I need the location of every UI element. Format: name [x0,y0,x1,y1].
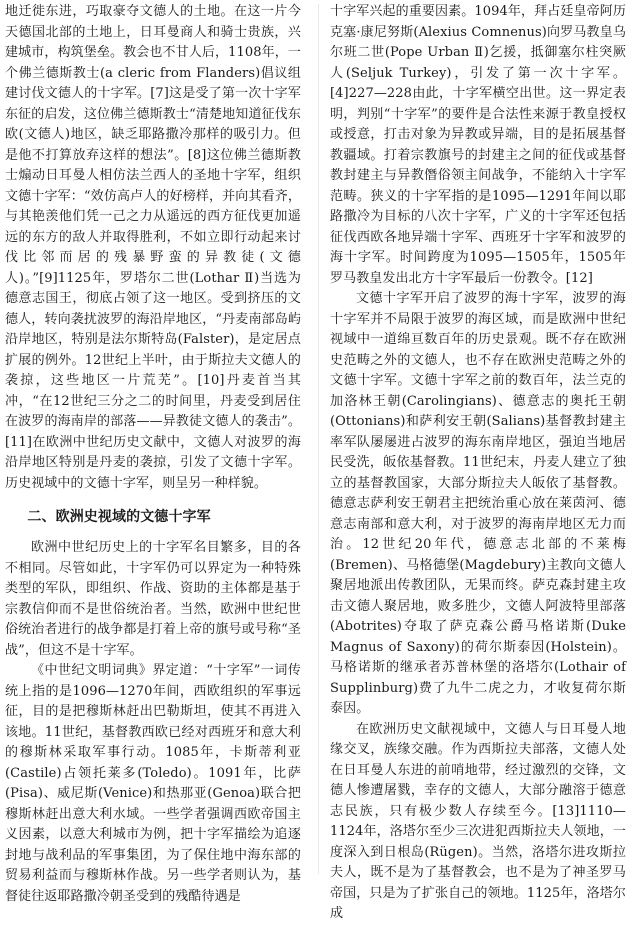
left-column [5,2,301,907]
left-paragraph-2: 欧洲中世纪历史上的十字军名目繁多，目的各不相同。尽管如此，十字军仍可以界定为一种特殊类型的军队，即组织、作战、资助的主体都是基于宗教信仰而不是世俗统治者。当然，欧洲中世纪世俗统治者进行的战争都是打着上帝的旗号或号称“圣战”，但这不是十字军。 [5,540,301,658]
right-paragraph-1: 十字军兴起的重要因素。1094年，拜占廷皇帝阿历克塞·康尼努斯(Alexius Comnenus)向罗马教皇乌尔班二世(Pope Urban Ⅱ)乞援，抵御塞尔柱突厥人(Seljuk Turkey)，引发了第一次十字军。[4]227—228由此，十字军横空出世。这一界定表明，判别“十字军”的要件是合法性来源于教皇授权或授意，打击对象为异教或异端，目的是拓展基督教疆域。打着宗教旗号的封建主之间的征伐或基督教封建主与异教僭俗领主间战争，不能纳入十字军范畴。狭义的十字军指的是1095—1291年间以耶路撒冷为目标的八次十字军，广义的十字军还包括征伐西欧各地异端十字军、西班牙十字军和波罗的海十字军。时间跨度为1095—1505年，1505年罗马教皇发出北方十字军最后一份教令。[12] [330,4,626,286]
left-paragraph-3: 《中世纪文明词典》界定道：“十字军”一词传统上指的是1096—1270年间，西欧组织的军事远征，目的是把穆斯林赶出巴勒斯坦，使其不再进入该地。11世纪，基督教西欧已经对西班牙和意大利的穆斯林采取军事行动。1085年，卡斯蒂利亚(Castile)占领托莱多(Toledo)。1091年，比萨(Pisa)、威尼斯(Venice)和热那亚(Genoa)联合把穆斯林赶出意大利水域。一些学者强调西欧帝国主义因素，以意大利城市为例，把十字军描绘为追逐封地与战利品的军事集团，为了保住地中海东部的贸易利益而与穆斯林作战。另一些学者则认为，基督徒往返耶路撒冷朝圣受到的残酷待遇是 [5,663,301,904]
section-heading: 二、欧洲史视域的文德十字军 [27,509,211,525]
left-paragraph-1: 地迁徙东进，巧取豪夺文德人的土地。在这一片今天德国北部的土地上，日耳曼商人和骑士贵族，兴建城市，构筑堡垒。教会也不甘人后，1108年，一个佛兰德斯教士(a cleric from Flanders)倡议组建讨伐文德人的十字军。[7]这是受了第一次十字军东征的启发，这位佛兰德斯教士“清楚地知道征伐东欧(文德人)地区，缺乏耶路撒冷那样的吸引力。但是他不打算放弃这样的想法”。[8]这位佛兰德斯教士煽动日耳曼人相仿法兰西人的圣地十字军，组织文德十字军：“效仿高卢人的好榜样，并向其看齐，与其艳羡他们凭一己之力从遥远的西方征伐更加遥远的东方的敌人并取得胜利，不如立即行动起来讨伐比邻而居的残暴野蛮的异教徒(文德人)。”[9]1125年，罗塔尔二世(Lothar Ⅱ)当选为德意志国王，彻底占领了这一地区。受到挤压的文德人，转向袭扰波罗的海沿岸地区，“丹麦南部岛屿沿岸地区，特别是法尔斯特岛(Falster)，是定居点扩展的例外。12世纪上半叶，由于斯拉夫文德人的袭掠，这些地区一片荒芜”。[10]丹麦首当其冲，“在12世纪三分之二的时间里，丹麦受到居住在波罗的海南岸的部落——异教徒文德人的袭击”。[11]在欧洲中世纪历史文献中，文德人对波罗的海沿岸地区特别是丹麦的袭掠，引发了文德十字军。历史视域中的文德十字军，则呈另一种样貌。 [5,4,301,491]
right-paragraph-3: 在欧洲历史文献视域中，文德人与日耳曼人地缘交叉，族缘交融。作为西斯拉夫部落，文德人处在日耳曼人东进的前哨地带，经过激烈的交锋，文德人惨遭屠戮，幸存的文德人，大部分融溶于德意志民族，只有极少数人存续至今。[13]1110—1124年，洛塔尔至少三次进犯西斯拉夫人领地，一度深入到日根岛(Rügen)。当然，洛塔尔进攻斯拉夫人，既不是为了基督教会，也不是为了神圣罗马帝国，只是为了扩张自己的领地。1125年，洛塔尔成 [330,721,626,921]
right-paragraph-2: 文德十字军开启了波罗的海十字军，波罗的海十字军并不局限于波罗的海区域，而是欧洲中世纪视域中一道绵亘数百年的历史景观。既不存在欧洲史范畴之外的文德人，也不存在欧洲史范畴之外的文德十字军。文德十字军之前的数百年，法兰克的加洛林王朝(Carolingians)、德意志的奥托王朝(Ottonians)和萨利安王朝(Salians)基督教封建主率军队屡屡进占波罗的海东南岸地区，强迫当地居民受洗，皈依基督教。11世纪末，丹麦人建立了独立的基督教国家，大部分斯拉夫人皈依了基督教。德意志萨利安王朝君主把统治重心放在莱茵河、德意志南部和意大利，对于波罗的海南岸地区无力而治。12世纪20年代，德意志北部的不莱梅(Bremen)、马格德堡(Magdebury)主教向文德人聚居地派出传教团队，无果而终。萨克森封建主攻击文德人聚居地，败多胜少，文德人阿波特里部落(Abotrites)夺取了萨克森公爵马格诺斯(Duke Magnus of Saxony)的荷尔斯泰因(Holstein)。马格诺斯的继承者苏普林堡的洛塔尔(Lothair of Supplinburg)费了九牛二虎之力，才收复荷尔斯泰因。 [330,291,626,716]
right-column [330,2,626,925]
column-divider [318,4,319,874]
